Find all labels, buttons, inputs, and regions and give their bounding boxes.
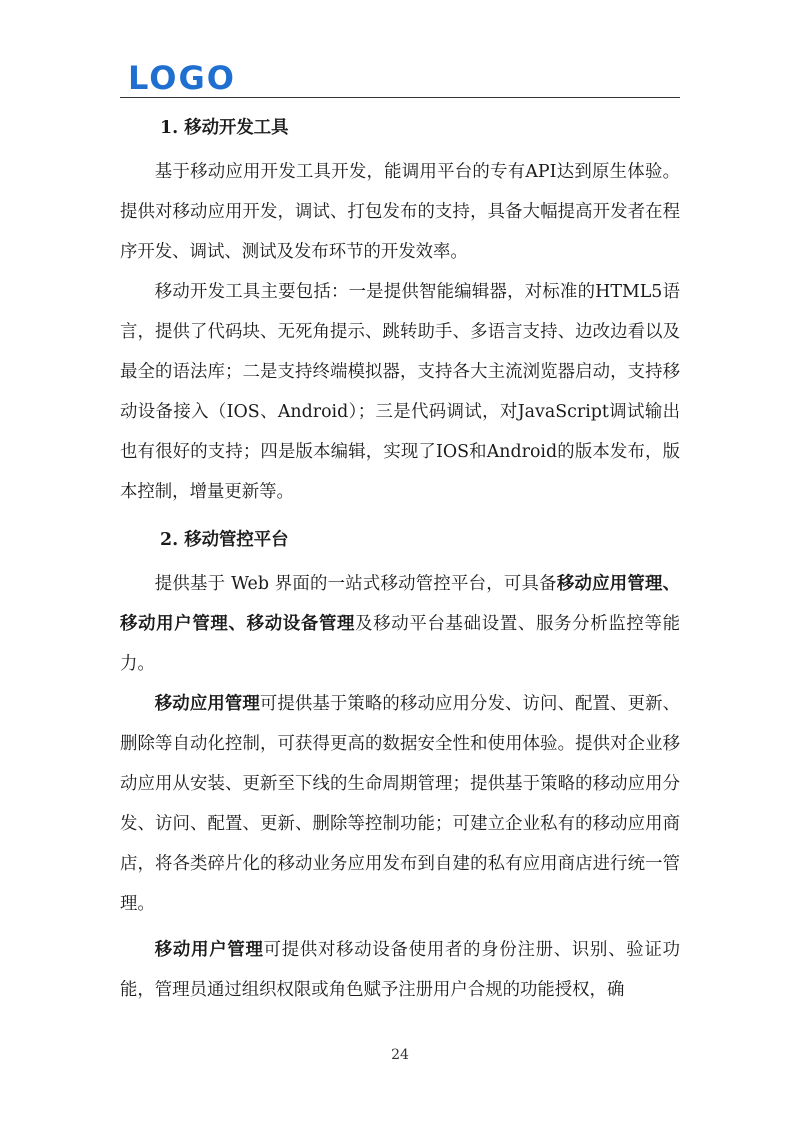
bold-text-run: 移动应用管理、移动用户管理、移动设备管理 [120, 574, 680, 634]
bold-term-app-management: 移动应用管理 [154, 694, 260, 714]
paragraph [120, 684, 680, 924]
paragraph: 基于移动应用开发工具开发，能调用平台的专有API达到原生体验。提供对移动应用开发，调试、打包发布的支持，具备大幅提高开发者在程序开发、调试、测试及发布环节的开发效率。 [120, 162, 680, 262]
text-run: 可提供对移动设备使用者的身份注册、识别、验证功能，管理员通过组织权限或角色赋予注册用户合规的功能授权，确 [120, 940, 680, 1000]
paragraph [120, 930, 680, 1010]
paragraph [120, 564, 680, 684]
section-heading-mobile-dev-tools: 1. 移动开发工具 [160, 118, 289, 138]
header-rule [120, 97, 680, 98]
logo: LOGO [128, 59, 236, 97]
text-run: 可提供基于策略的移动应用分发、访问、配置、更新、删除等自动化控制，可获得更高的数据安全性和使用体验。提供对企业移动应用从安装、更新至下线的生命周期管理；提供基于策略的移动应用分发、访问、配置、更新、删除等控制功能；可建立企业私有的移动应用商店，将各类碎片化的移动业务应用发布到自建的私有应用商店进行统一管理。 [120, 694, 680, 914]
document-body [120, 108, 680, 1010]
paragraph: 移动开发工具主要包括：一是提供智能编辑器，对标准的HTML5语言，提供了代码块、无死角提示、跳转助手、多语言支持、边改边看以及最全的语法库；二是支持终端模拟器，支持各大主流浏览器启动，支持移动设备接入（IOS、Android）；三是代码调试，对JavaScript调试输出也有很好的支持；四是版本编辑，实现了IOS和Android的版本发布，版本控制，增量更新等。 [120, 282, 680, 502]
text-run: 提供基于 Web 界面的一站式移动管控平台，可具备 [154, 574, 557, 594]
bold-term-user-management: 移动用户管理 [154, 940, 264, 960]
section-heading-mobile-control-platform: 2. 移动管控平台 [160, 530, 289, 550]
text-run: 及移动平台基础设置、服务分析监控等能力。 [120, 614, 680, 674]
page-number: 24 [391, 1047, 409, 1063]
